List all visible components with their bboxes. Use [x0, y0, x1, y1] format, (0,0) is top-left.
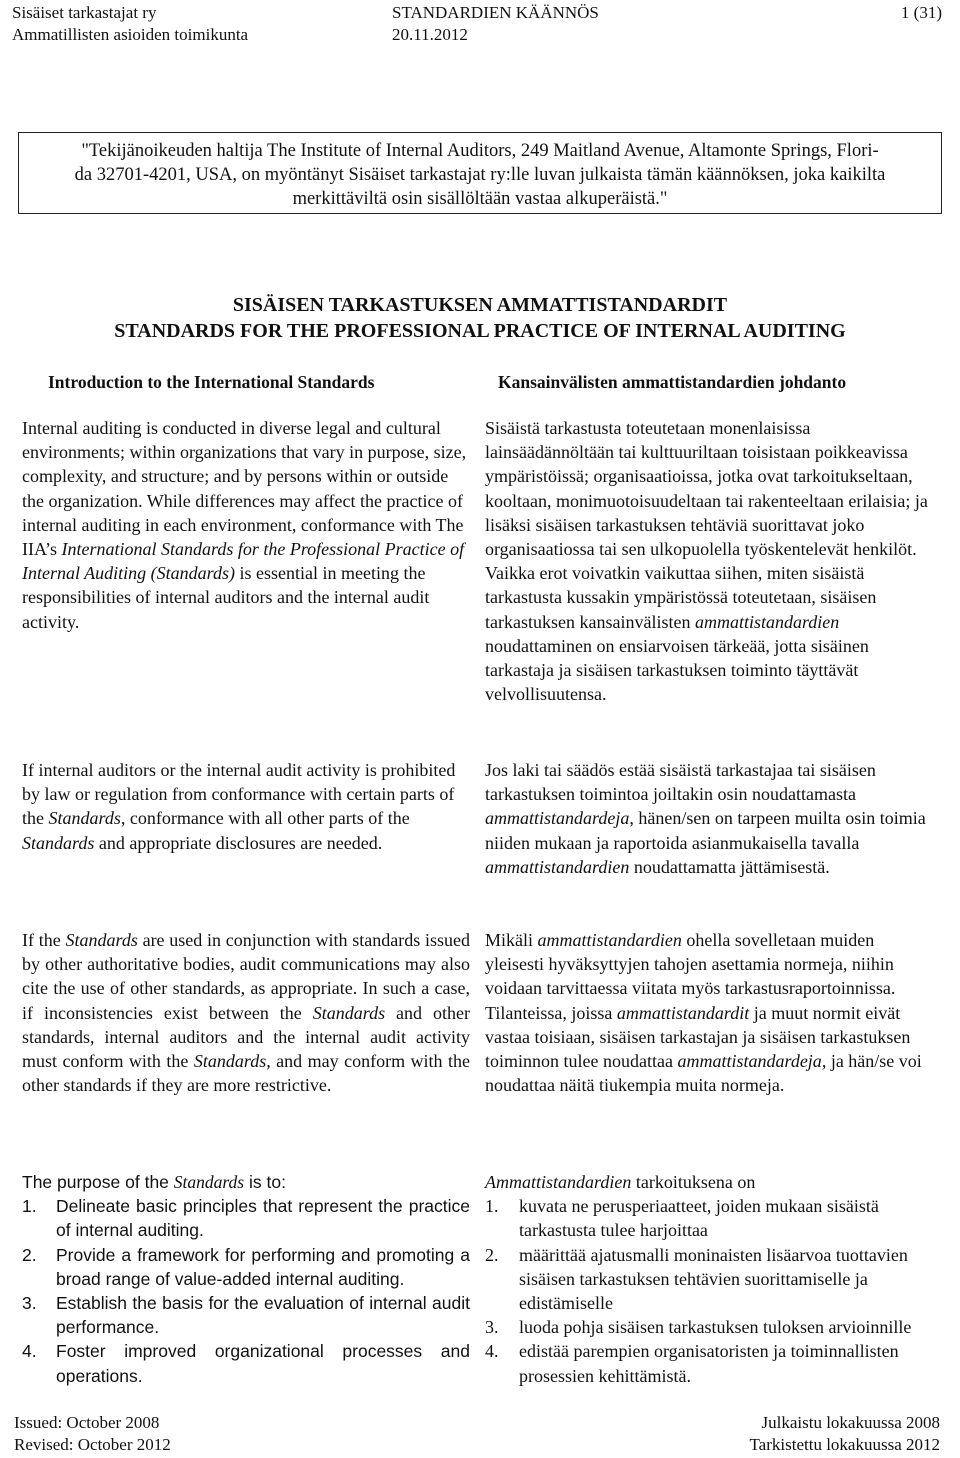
footer-right — [749, 1412, 940, 1456]
text-run-italic: ammattistandardeja — [677, 1051, 822, 1072]
header-date: 20.11.2012 — [392, 25, 468, 44]
list-number: 2. — [485, 1244, 499, 1265]
footer-left — [14, 1412, 171, 1456]
text-run-italic: Ammattistandardien — [485, 1172, 632, 1192]
header-doc-type: STANDARDIEN KÄÄNNÖS — [392, 3, 599, 22]
list-item — [22, 1194, 470, 1242]
text-run: tarkoituksena on — [631, 1172, 756, 1192]
list-text: kuvata ne perusperiaatteet, joiden mukaan sisäistä tarkastusta tulee harjoittaa — [519, 1196, 879, 1241]
list-number: 3. — [22, 1293, 37, 1314]
text-run-italic: Standards — [312, 1002, 386, 1023]
text-run-italic: ammattistandardien — [537, 930, 682, 950]
right-paragraph-2 — [485, 758, 937, 879]
text-run: Jos laki tai säädös estää sisäistä tarkastajaa tai sisäisen tarkastuksen toimintoa joiltakin osin noudattamasta — [485, 760, 876, 805]
list-text: Delineate basic principles that represent the practice of internal auditing. — [56, 1196, 470, 1241]
copyright-notice — [18, 132, 942, 214]
text-run: If internal auditors or the internal audit activity is prohibited by law or regulation from conformance with certain parts of the — [22, 760, 456, 829]
text-run-italic: Standards — [22, 832, 95, 853]
list-item — [485, 1315, 937, 1339]
text-run: ohella sovelletaan muiden yleisesti hyväksyttyjen tahojen asettamia normeja, niihin voidaan tarvittaessa viitata myös tarkastusraportoinnissa. Tilanteissa, joissa — [485, 930, 896, 1023]
list-item — [485, 1339, 937, 1387]
list-number: 4. — [485, 1341, 499, 1362]
header-center — [392, 2, 599, 46]
text-run: The purpose of the — [22, 1172, 174, 1192]
text-run: are used in conjunction with standards issued by other authoritative bodies, audit communications may also cite the use of other standards, as appropriate. In such a case, if inconsistencies exist between the — [22, 930, 470, 1023]
text-run: and appropriate disclosures are needed. — [94, 832, 383, 853]
text-run: ja muut normit eivät vastaa toisiaan, sisäisen tarkastajan ja sisäisen tarkastuksen toiminnon tulee noudattaa — [485, 1002, 911, 1072]
text-run-italic: Standards, — [193, 1051, 271, 1072]
list-text: luoda pohja sisäisen tarkastuksen tuloksen arvioinnille — [519, 1317, 912, 1338]
list-number: 1. — [485, 1196, 499, 1217]
text-run: Internal auditing is conducted in diverse legal and cultural environments; within organizations that vary in purpose, size, complexity, and structure; and by persons within or outside the organization. While differences may affect the practice of internal auditing in each environment, conformance with The IIA’s — [22, 418, 467, 560]
list-item — [22, 1339, 470, 1387]
left-paragraph-3 — [22, 928, 470, 1097]
list-text: määrittää ajatusmalli moninaisten lisäarvoa tuottavien sisäisen tarkastuksen tehtävien suorittamiselle ja edistämiselle — [519, 1244, 908, 1314]
list-item — [485, 1243, 937, 1316]
text-run-italic: Standards — [173, 1172, 245, 1192]
text-run: Mikäli — [485, 930, 538, 950]
title-finnish: SISÄISEN TARKASTUKSEN AMMATTISTANDARDIT — [232, 294, 728, 316]
text-run: , conformance with all other parts of the — [120, 808, 410, 829]
left-purpose-block — [22, 1170, 470, 1388]
text-run-italic: ammattistandardien — [485, 856, 630, 877]
footer-issued-en: Issued: October 2008 — [14, 1413, 160, 1432]
text-run-italic: ammattistandardeja — [485, 808, 630, 829]
text-run: and may conform with the other standards if they are more restrictive. — [22, 1051, 470, 1096]
list-text: Provide a framework for performing and promoting a broad range of value-added internal auditing. — [56, 1244, 470, 1289]
text-run-italic: Standards — [48, 808, 121, 829]
list-number: 3. — [485, 1317, 499, 1338]
text-run: Sisäistä tarkastusta toteutetaan monenlaisissa lainsäädännöltään tai kulttuuriltaan toisistaan poikkeavissa ympäristöissä; organisaatioissa, jotka ovat tarkoitukseltaan, kooltaan, monimuotoisuudeltaan tai rakenteeltaan erilaisia; ja lisäksi sisäisen tarkastuksen tehtäviä suorittavat joko organisaatiossa tai sen ulkopuolella työskentelevät henkilöt. Vaikka erot voivatkin vaikuttaa siihen, miten sisäistä tarkastusta kussakin ympäristössä toteutetaan, sisäisen tarkastuksen kansainvälisten — [485, 418, 928, 632]
text-run: If the — [22, 930, 66, 950]
list-text: Foster improved organizational processes and operations. — [56, 1341, 470, 1386]
text-run-italic: ammattistandardien — [694, 611, 840, 632]
footer-issued-fi: Julkaistu lokakuussa 2008 — [761, 1413, 940, 1432]
text-run-italic: International Standards for the Professional Practice of Internal Auditing (Standards) — [22, 539, 465, 584]
text-run-italic: ammattistandardit — [616, 1002, 750, 1023]
copyright-line-1: "Tekijänoikeuden haltija The Institute of Internal Auditors, 249 Maitland Avenue, Altamonte Springs, Flori- — [81, 141, 879, 161]
heading-finnish: Kansainvälisten ammattistandardien johdanto — [498, 372, 847, 392]
text-run-italic: Standards — [65, 930, 138, 950]
right-purpose-intro — [485, 1170, 937, 1194]
list-text: edistää parempien organisatoristen ja toiminnallisten prosessien kehittämistä. — [519, 1341, 899, 1386]
list-number: 2. — [22, 1244, 37, 1265]
header-left — [12, 2, 248, 46]
header-org: Sisäiset tarkastajat ry — [12, 3, 157, 22]
right-purpose-block — [485, 1170, 937, 1388]
right-paragraph-3 — [485, 928, 937, 1097]
text-run: noudattamatta jättämisestä. — [629, 856, 830, 877]
text-run: and other standards, internal auditors and the internal audit activity must conform with the — [22, 1002, 470, 1072]
list-number: 4. — [22, 1341, 37, 1362]
text-run: , hänen/sen on tarpeen muilta osin toimia niiden mukaan ja raportoida asianmukaisella tavalla — [485, 808, 926, 853]
text-run: is to: — [244, 1172, 286, 1192]
left-purpose-intro — [22, 1170, 470, 1194]
list-text: Establish the basis for the evaluation of internal audit performance. — [56, 1293, 470, 1338]
header-page-number: 1 (31) — [900, 3, 942, 22]
heading-english: Introduction to the International Standards — [48, 372, 375, 392]
left-purpose-list — [22, 1194, 470, 1388]
copyright-line-2: da 32701-4201, USA, on myöntänyt Sisäiset tarkastajat ry:lle luvan julkaista tämän käännöksen, joka kaikilta — [74, 165, 886, 185]
footer-revised-fi: Tarkistettu lokakuussa 2012 — [749, 1435, 940, 1454]
right-paragraph-1 — [485, 416, 937, 706]
footer-revised-en: Revised: October 2012 — [14, 1435, 171, 1454]
list-number: 1. — [22, 1196, 37, 1217]
right-purpose-list — [485, 1194, 937, 1388]
left-paragraph-2 — [22, 758, 470, 855]
left-paragraph-1 — [22, 416, 470, 634]
text-run: , ja hän/se voi noudattaa näitä tiukempia muita normeja. — [485, 1051, 922, 1096]
list-item — [22, 1243, 470, 1291]
header-committee: Ammatillisten asioiden toimikunta — [12, 25, 249, 44]
list-item — [22, 1291, 470, 1339]
copyright-line-3: merkittäviltä osin sisällöltään vastaa alkuperäistä." — [292, 189, 668, 209]
text-run: is essential in meeting the responsibilities of internal auditors and the internal audit activity. — [22, 563, 430, 632]
title-english: STANDARDS FOR THE PROFESSIONAL PRACTICE OF INTERNAL AUDITING — [114, 320, 846, 342]
list-item — [485, 1194, 937, 1242]
text-run: noudattaminen on ensiarvoisen tärkeää, jotta sisäinen tarkastaja ja sisäisen tarkastuksen toiminto täyttävät velvollisuutensa. — [485, 635, 869, 705]
